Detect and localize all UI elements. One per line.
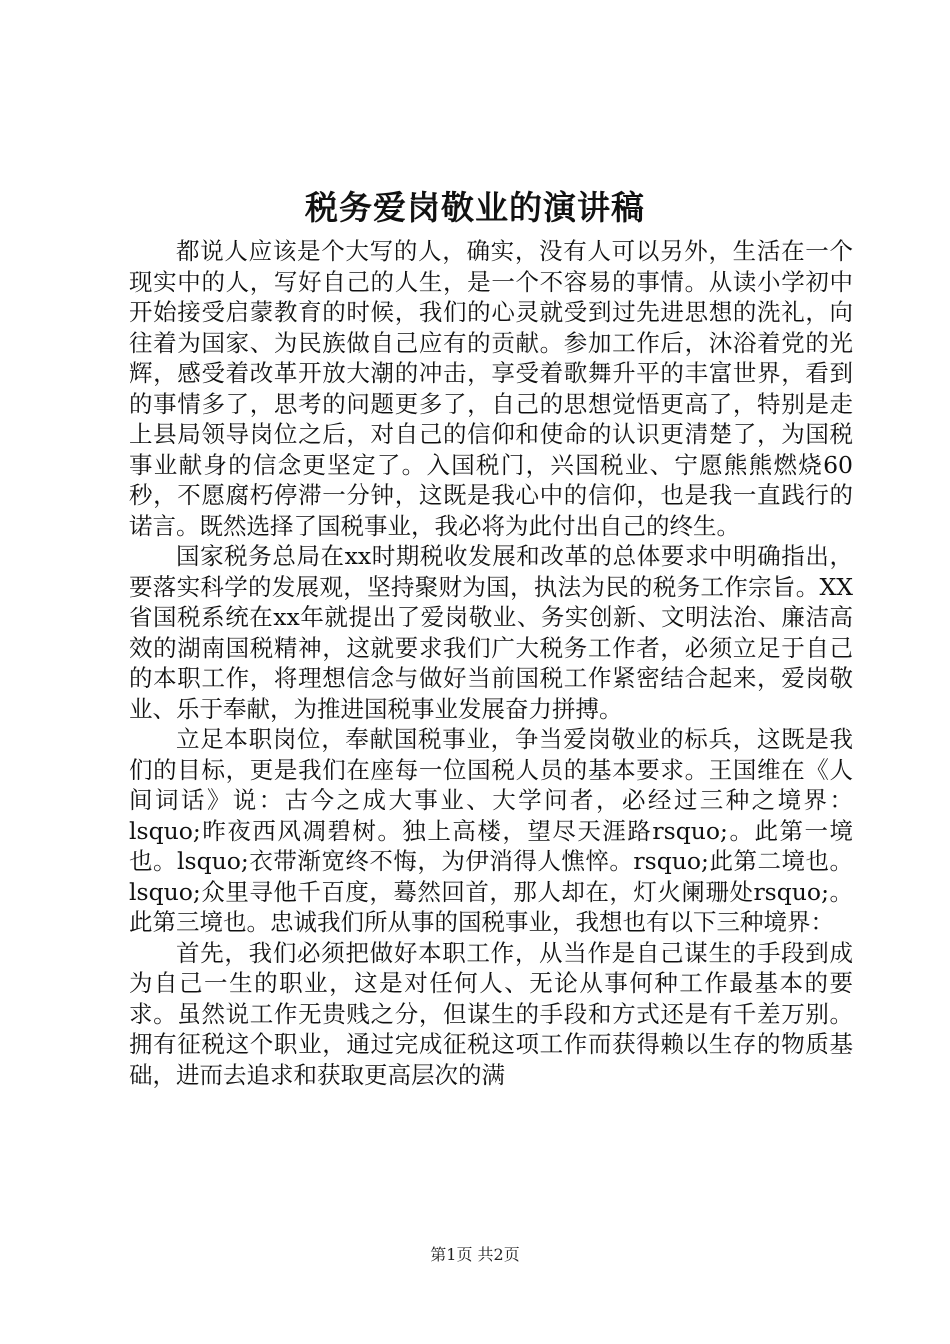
- paragraph: 首先，我们必须把做好本职工作，从当作是自己谋生的手段到成为自己一生的职业，这是对任何人、无论从事何种工作最基本的要求。虽然说工作无贵贱之分，但谋生的手段和方式还是有千差万别。拥有征税这个职业，通过完成征税这项工作而获得赖以生存的物质基础，进而去追求和获取更高层次的满: [129, 938, 853, 1089]
- document-body: [129, 236, 853, 1090]
- paragraph: 立足本职岗位，奉献国税事业，争当爱岗敬业的标兵，这既是我们的目标，更是我们在座每一位国税人员的基本要求。王国维在《人间词话》说：古今之成大事业、大学问者，必经过三种之境界：lsquo;昨夜西风凋碧树。独上高楼，望尽天涯路rsquo;。此第一境也。lsquo;衣带渐宽终不悔，为伊消得人憔悴。rsquo;此第二境也。lsquo;众里寻他千百度，蓦然回首，那人却在，灯火阑珊处rsquo;。此第三境也。忠诚我们所从事的国税事业，我想也有以下三种境界：: [129, 725, 853, 936]
- paragraph: 都说人应该是个大写的人，确实，没有人可以另外，生活在一个现实中的人，写好自己的人生，是一个不容易的事情。从读小学初中开始接受启蒙教育的时候，我们的心灵就受到过先进思想的洗礼，向往着为国家、为民族做自己应有的贡献。参加工作后，沐浴着党的光辉，感受着改革开放大潮的冲击，享受着歌舞升平的丰富世界，看到的事情多了，思考的问题更多了，自己的思想觉悟更高了，特别是走上县局领导岗位之后，对自己的信仰和使命的认识更清楚了，为国税事业献身的信念更坚定了。入国税门，兴国税业、宁愿熊熊燃烧60秒，不愿腐朽停滞一分钟，这既是我心中的信仰，也是我一直践行的诺言。既然选择了国税事业，我必将为此付出自己的终生。: [129, 237, 853, 540]
- paragraph: 国家税务总局在xx时期税收发展和改革的总体要求中明确指出，要落实科学的发展观，坚持聚财为国，执法为民的税务工作宗旨。XX省国税系统在xx年就提出了爱岗敬业、务实创新、文明法治、廉洁高效的湖南国税精神，这就要求我们广大税务工作者，必须立足于自己的本职工作，将理想信念与做好当前国税工作紧密结合起来，爱岗敬业、乐于奉献，为推进国税事业发展奋力拼搏。: [129, 542, 853, 723]
- document-title: 税务爱岗敬业的演讲稿: [305, 188, 645, 227]
- page-number-footer: 第1页 共2页: [430, 1245, 520, 1264]
